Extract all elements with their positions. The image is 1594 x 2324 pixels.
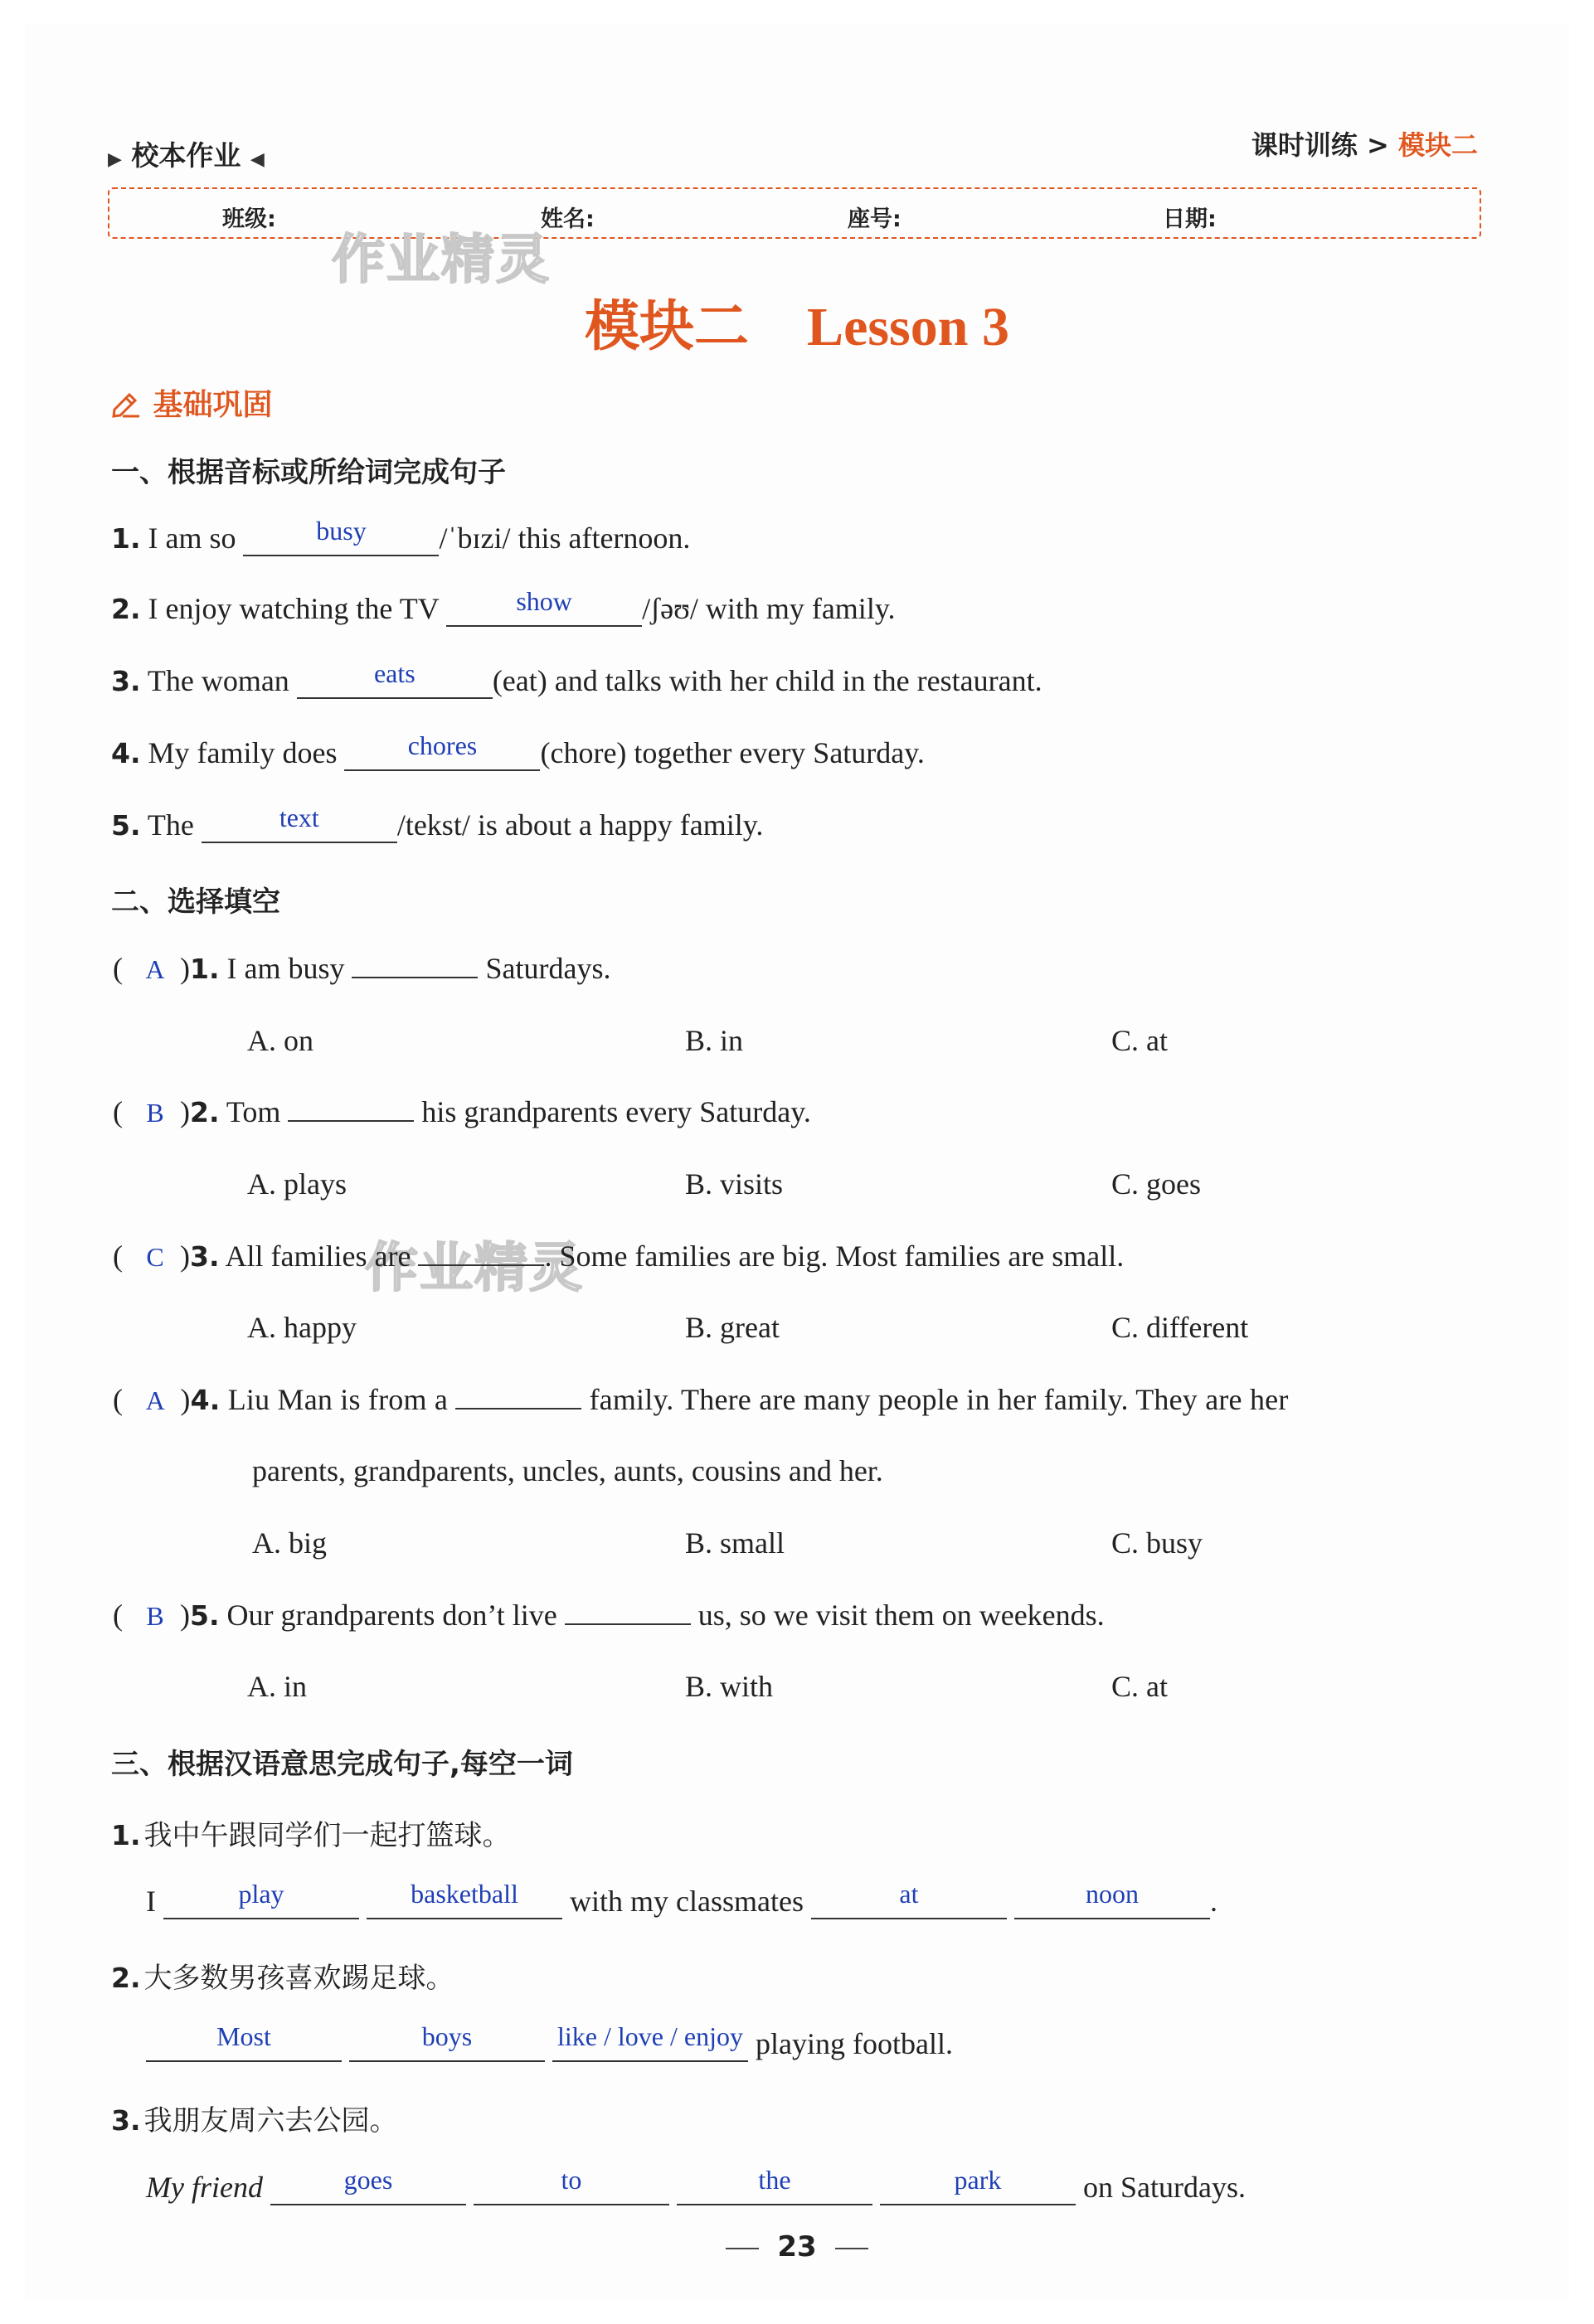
item-text: My friend [146,2171,263,2204]
option-b[interactable]: B. visits [685,1167,784,1201]
choice-answer[interactable]: C [146,1242,164,1272]
option-c[interactable]: C. different [1111,1311,1249,1344]
item-text: Liu Man is from a [227,1383,449,1416]
item-text: (eat) and talks with her child in the restaurant. [492,664,1042,697]
header-course: 课时训练 [1251,129,1358,161]
item-text: playing football. [756,2027,953,2060]
right-triangle-icon: ▶ [108,149,122,170]
item-number: 2. [111,593,141,625]
part1-heading: 一、根据音标或所给词完成句子 [111,456,506,489]
question-blank [455,1408,581,1409]
option-c[interactable]: C. at [1111,1670,1168,1703]
option-a[interactable]: A. in [247,1670,307,1703]
option-c[interactable]: C. at [1111,1024,1168,1057]
answer-blank[interactable]: Most [146,2030,342,2062]
item-number: 1. [111,522,141,555]
item-number: 4. [111,737,141,769]
item-number: 2. [190,1096,220,1128]
item-text: . [1209,1885,1217,1918]
question-blank [565,1623,691,1625]
item-number: 3. [190,1240,220,1273]
answer-blank[interactable]: noon [1014,1887,1210,1919]
answer-blank[interactable]: park [880,2173,1076,2205]
item-text: family. There are many people in her family. They are her [589,1383,1289,1416]
answer-blank[interactable]: goes [270,2173,466,2205]
option-a[interactable]: A. big [252,1526,327,1560]
pencil-icon [109,388,153,422]
item-number: 3. [111,665,141,697]
answer-blank[interactable]: text [202,811,397,843]
header-left [108,134,265,173]
answer-blank[interactable]: eats [297,667,493,699]
item-text: Tom [226,1095,281,1128]
item-text: All families are [225,1240,411,1273]
question-blank [288,1120,414,1122]
answer-blank[interactable]: chores [344,739,540,771]
title-lesson: Lesson 3 [807,297,1009,357]
part3-item-2-prompt [111,1955,454,1996]
page-number [0,2230,1594,2263]
choice-answer[interactable]: B [146,1098,164,1128]
answer-blank[interactable]: show [446,594,642,627]
item-text: I am busy [226,952,345,985]
date-label: 日期: [1163,206,1217,232]
part2-question-4: ( A )4. Liu Man is from a family. There are many people in her family. They are her [113,1383,1289,1416]
answer-blank[interactable]: the [677,2173,872,2205]
item-text: . Some families are big. Most families are small. [544,1240,1125,1273]
item-text-continued: parents, grandparents, uncles, aunts, cousins and her. [252,1454,883,1487]
part2-heading: 二、选择填空 [111,885,280,919]
part1-item-4 [111,730,925,771]
item-text: Saturdays. [485,952,611,985]
item-text: with my classmates [570,1885,804,1918]
header-label: 校本作业 [131,139,241,172]
name-label: 姓名: [541,206,595,232]
page-number-value: 23 [777,2230,817,2263]
answer-blank[interactable]: at [811,1887,1007,1919]
option-a[interactable]: A. happy [247,1311,357,1344]
left-triangle-icon: ◀ [250,149,265,170]
option-b[interactable]: B. in [685,1024,744,1057]
part1-item-5 [111,803,764,843]
item-text: I enjoy watching the TV [148,592,440,625]
part1-item-3 [111,658,1042,699]
item-number: 1. [190,953,220,985]
header-module: 模块二 [1397,129,1478,161]
page-title [0,282,1594,361]
item-text: on Saturdays. [1082,2171,1246,2204]
item-number: 5. [111,809,141,842]
seat-label: 座号: [848,206,901,232]
part3-heading: 三、根据汉语意思完成句子,每空一词 [111,1748,573,1781]
option-a[interactable]: A. plays [247,1167,347,1201]
option-a[interactable]: A. on [247,1024,313,1057]
option-c[interactable]: C. busy [1111,1526,1203,1560]
part2-question-3: ( C )3. All families are . Some families are big. Most families are small. [113,1240,1125,1273]
question-blank [418,1264,544,1266]
option-b[interactable]: B. great [685,1311,780,1344]
choice-answer[interactable]: A [145,1385,166,1415]
part1-item-2 [111,586,896,627]
part2-question-1: ( A )1. I am busy Saturdays. [113,952,611,985]
item-text: My family does [148,736,338,769]
class-label: 班级: [222,206,276,232]
item-text: The woman [147,664,289,697]
item-number: 2. [111,1962,141,1994]
item-number: 1. [111,1819,141,1851]
part3-item-3-answer [146,2165,1246,2205]
section-tag [109,381,273,424]
chinese-prompt: 我中午跟同学们一起打篮球。 [143,1819,511,1852]
part2-question-2: ( B )2. Tom his grandparents every Saturday. [113,1095,811,1128]
item-text: I am so [148,522,236,555]
answer-blank[interactable]: basketball [367,1887,562,1919]
answer-blank[interactable]: busy [243,524,439,556]
part3-item-1-prompt [111,1812,511,1853]
item-text: /ˈbɪzi/ this afternoon. [439,522,691,555]
answer-blank[interactable]: like / love / enjoy [552,2030,748,2062]
item-number: 5. [190,1599,220,1632]
chinese-prompt: 大多数男孩喜欢踢足球。 [143,1962,454,1995]
item-text: /tekst/ is about a happy family. [396,808,764,842]
part3-item-3-prompt [111,2098,398,2138]
watermark: 作业精灵 [365,1238,584,1299]
item-text: (chore) together every Saturday. [540,736,925,769]
title-module: 模块二 [585,294,750,358]
option-b[interactable]: B. with [685,1670,774,1703]
header-separator: > [1367,129,1389,161]
part3-item-2-answer [146,2021,953,2062]
answer-blank[interactable]: boys [349,2030,545,2062]
item-text: /ʃəʊ/ with my family. [642,592,896,625]
section-tag-label: 基础巩固 [153,388,273,422]
part2-question-5: ( B )5. Our grandparents don’t live us, so we visit them on weekends. [113,1599,1105,1632]
option-b[interactable]: B. small [685,1526,785,1560]
part1-item-1 [111,516,691,556]
item-text: Our grandparents don’t live [226,1599,557,1632]
chinese-prompt: 我朋友周六去公园。 [143,2104,398,2137]
question-blank [352,977,478,978]
item-number: 3. [111,2104,141,2137]
answer-blank[interactable]: play [163,1887,359,1919]
answer-blank[interactable]: to [474,2173,669,2205]
option-c[interactable]: C. goes [1111,1167,1201,1201]
item-text: us, so we visit them on weekends. [697,1599,1105,1632]
choice-answer[interactable]: A [145,954,165,984]
student-info-box [108,187,1481,239]
header-right [1251,124,1478,163]
item-number: 4. [190,1384,221,1416]
choice-answer[interactable]: B [146,1601,164,1631]
item-text: his grandparents every Saturday. [421,1095,811,1128]
item-text: I [146,1885,156,1918]
part3-item-1-answer [146,1879,1217,1919]
watermark: 作业精灵 [332,230,551,291]
item-text: The [147,808,194,842]
